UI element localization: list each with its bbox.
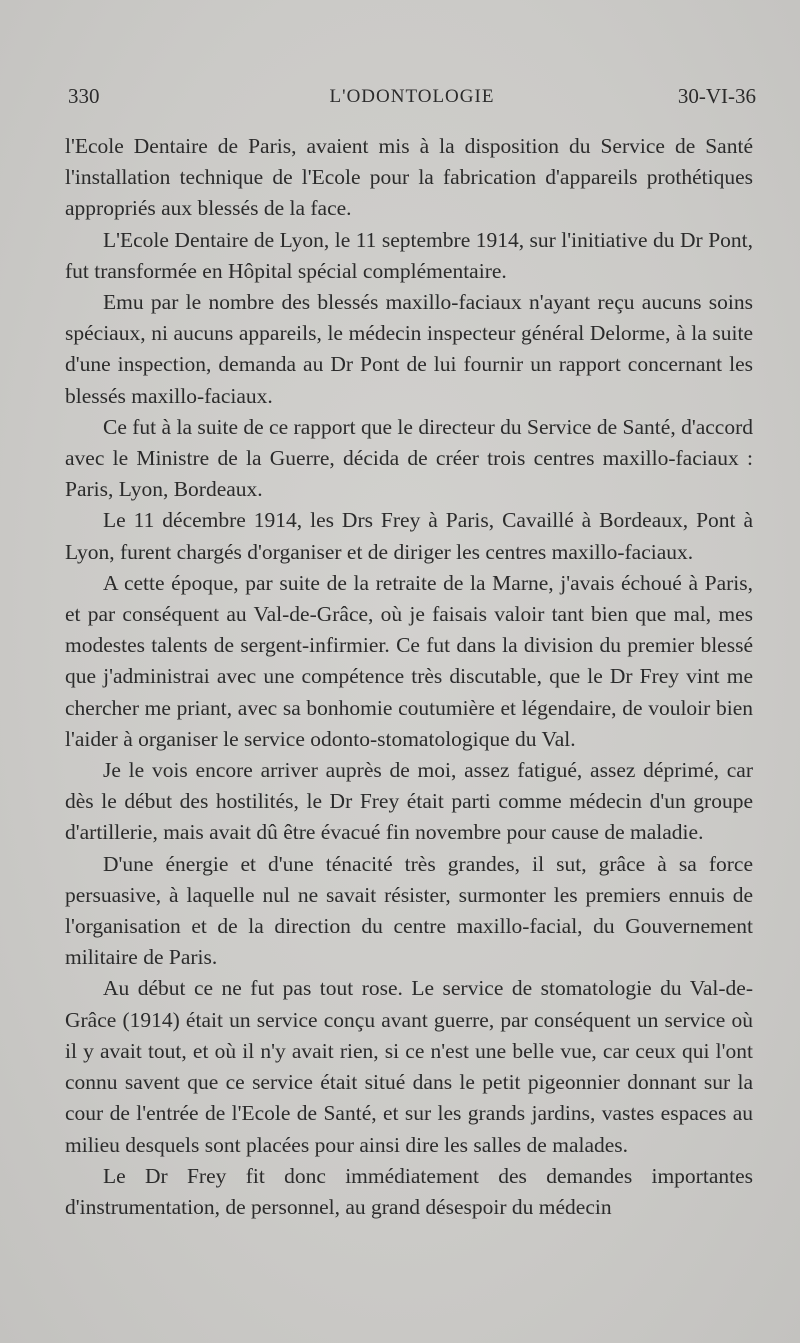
paragraph-9: Au début ce ne fut pas tout rose. Le service de stomatologie du Val-de-Grâce (1914) était un service conçu avant guerre, par conséquent un service où il y avait tout, et où il n'y avait rien, si ce n'est une belle vue, car ceux qui l'ont connu savent que ce service était situé dans le petit pigeonnier donnant sur la cour de l'entrée de l'Ecole de Santé, et sur les grands jardins, vastes espaces au milieu desquels sont placées pour ainsi dire les salles de malades. <box>65 976 753 1157</box>
journal-title: L'ODONTOLOGIE <box>329 86 495 107</box>
paragraph-1: l'Ecole Dentaire de Paris, avaient mis à la disposition du Service de Santé l'installation technique de l'Ecole pour la fabrication d'appareils prothétiques appropriés aux blessés de la face. <box>65 134 753 221</box>
paragraph-10: Le Dr Frey fit donc immédiatement des demandes importantes d'instrumentation, de personnel, au grand désespoir du médecin <box>65 1163 753 1219</box>
issue-date: 30-VI-36 <box>677 84 756 108</box>
running-header <box>68 84 756 114</box>
paragraph-2: L'Ecole Dentaire de Lyon, le 11 septembre 1914, sur l'initiative du Dr Pont, fut transformée en Hôpital spécial complémentaire. <box>65 227 753 283</box>
paragraph-5: Le 11 décembre 1914, les Drs Frey à Paris, Cavaillé à Bordeaux, Pont à Lyon, furent chargés d'organiser et de diriger les centres maxillo-faciaux. <box>65 508 753 564</box>
paragraph-6: A cette époque, par suite de la retraite de la Marne, j'avais échoué à Paris, et par conséquent au Val-de-Grâce, où je faisais valoir tant bien que mal, mes modestes talents de sergent-infirmier. Ce fut dans la division du premier blessé que j'administrai avec une compétence très discutable, que le Dr Frey vint me chercher me priant, avec sa bonhomie coutumière et légendaire, de vouloir bien l'aider à organiser le service odonto-stomatologique du Val. <box>65 570 753 751</box>
article-body <box>65 131 753 1223</box>
page-number: 330 <box>68 84 100 108</box>
paragraph-8: D'une énergie et d'une ténacité très grandes, il sut, grâce à sa force persuasive, à laquelle nul ne savait résister, surmonter les premiers ennuis de l'organisation et de la direction du centre maxillo-facial, du Gouvernement militaire de Paris. <box>65 851 753 970</box>
paragraph-4: Ce fut à la suite de ce rapport que le directeur du Service de Santé, d'accord avec le Ministre de la Guerre, décida de créer trois centres maxillo-faciaux : Paris, Lyon, Bordeaux. <box>65 414 753 502</box>
paragraph-3: Emu par le nombre des blessés maxillo-faciaux n'ayant reçu aucuns soins spéciaux, ni aucuns appareils, le médecin inspecteur général Delorme, à la suite d'une inspection, demanda au Dr Pont de lui fournir un rapport concernant les blessés maxillo-faciaux. <box>65 290 753 408</box>
paragraph-7: Je le vois encore arriver auprès de moi, assez fatigué, assez déprimé, car dès le début des hostilités, le Dr Frey était parti comme médecin d'un groupe d'artillerie, mais avait dû être évacué fin novembre pour cause de maladie. <box>65 758 753 845</box>
